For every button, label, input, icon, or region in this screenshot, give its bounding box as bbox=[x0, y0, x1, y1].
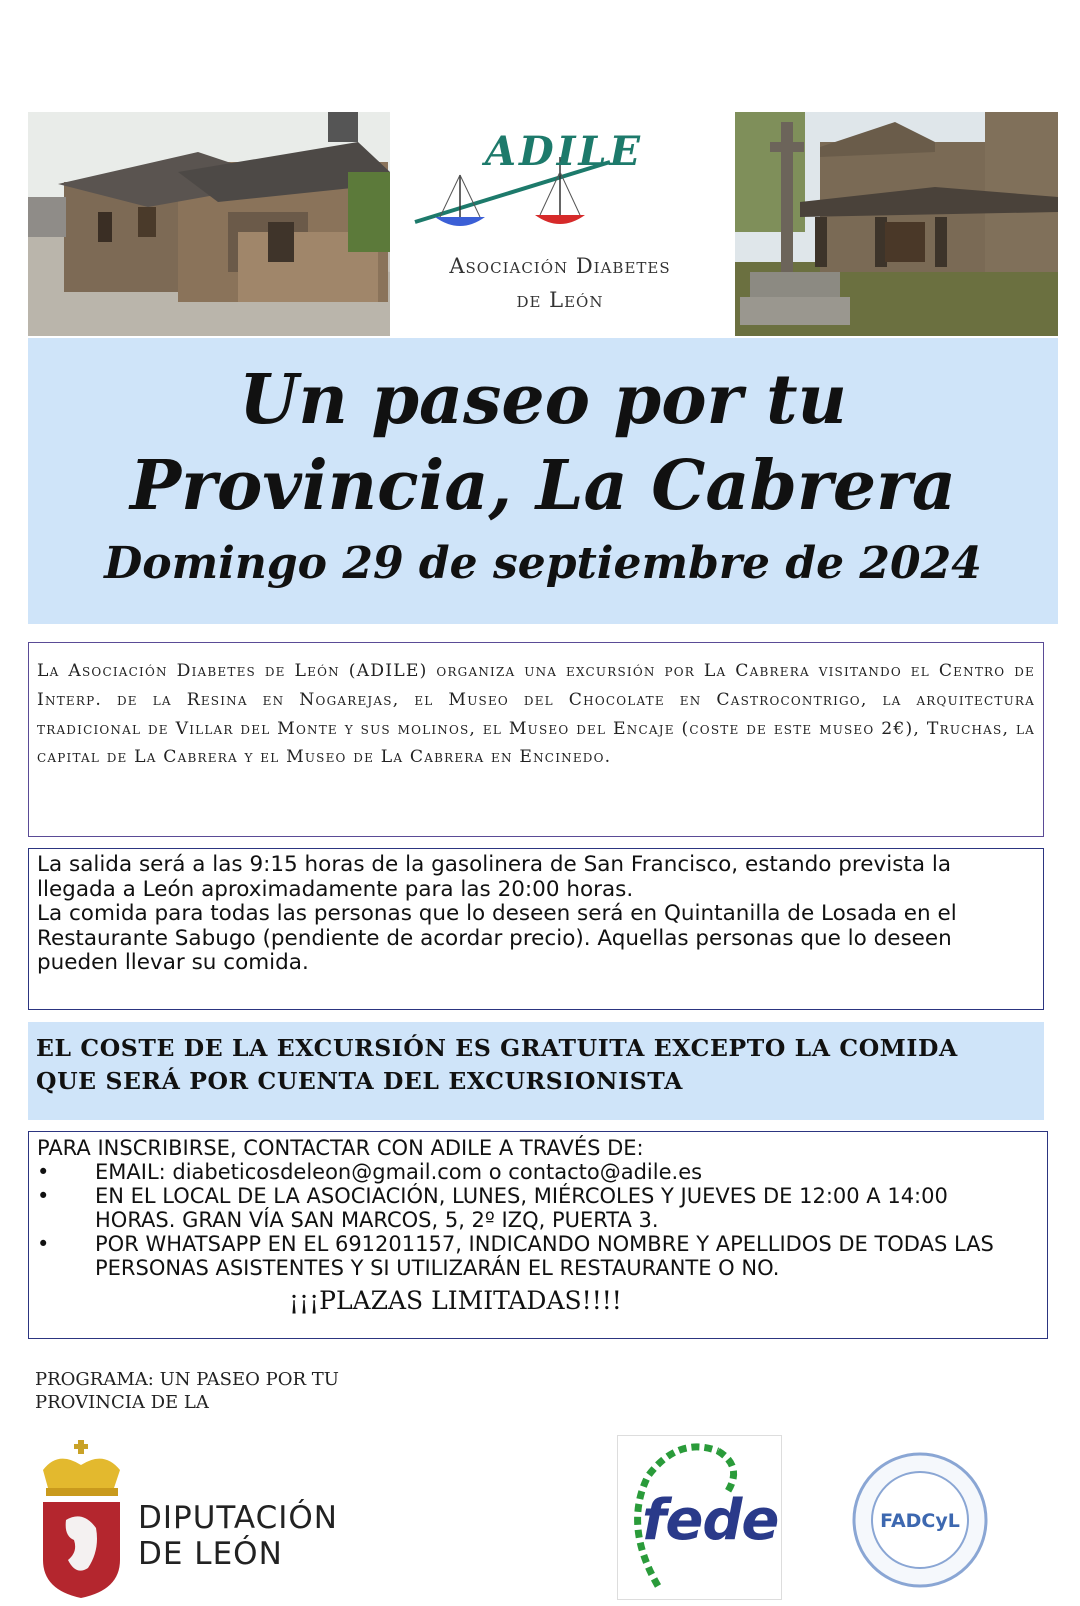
registration-email-item bbox=[37, 1160, 1039, 1184]
adile-logo-name: ADILE bbox=[485, 128, 644, 175]
registration-whatsapp-item bbox=[37, 1232, 1039, 1280]
registration-local-item bbox=[37, 1184, 1039, 1232]
title-line-2: Provincia, La Cabrera bbox=[130, 446, 956, 526]
event-date: Domingo 29 de septiembre de 2024 bbox=[104, 538, 982, 589]
info-line-2: llegada a León aproximadamente para las 20:00 horas. bbox=[37, 876, 634, 902]
church-cross-photo bbox=[735, 112, 1058, 336]
info-line-4: Restaurante Sabugo (pendiente de acordar precio). Aquellas personas que lo deseen bbox=[37, 925, 952, 951]
schedule-info-box bbox=[28, 848, 1044, 1010]
info-line-3: La comida para todas las personas que lo deseen será en Quintanilla de Losada en el bbox=[37, 901, 957, 926]
info-line-1: La salida será a las 9:15 horas de la gasolinera de San Francisco, estando prevista la bbox=[37, 852, 952, 877]
program-line-1: PROGRAMA: UN PASEO POR TU bbox=[35, 1369, 339, 1390]
registration-email-text: EMAIL: diabeticosdeleon@gmail.com o contacto@adile.es bbox=[95, 1160, 703, 1184]
cost-line-1: EL COSTE DE LA EXCURSIÓN ES GRATUITA EXCEPTO LA COMIDA bbox=[36, 1034, 958, 1062]
diputacion-leon-logo bbox=[38, 1440, 368, 1600]
adile-logo bbox=[395, 112, 725, 336]
registration-whatsapp-line-2: PERSONAS ASISTENTES Y SI UTILIZARÁN EL RESTAURANTE O NO. bbox=[95, 1256, 780, 1280]
fadcyl-logo-text: FADCyL bbox=[880, 1510, 960, 1532]
adile-logo-subtitle-1: Asociación Diabetes bbox=[449, 254, 671, 278]
description-box bbox=[28, 642, 1044, 837]
registration-box bbox=[28, 1131, 1048, 1339]
cost-line-2: QUE SERÁ POR CUENTA DEL EXCURSIONISTA bbox=[36, 1067, 683, 1095]
bullet-icon: • bbox=[37, 1232, 50, 1256]
registration-local-line-2: HORAS. GRAN VÍA SAN MARCOS, 5, 2º IZQ, PUERTA 3. bbox=[95, 1208, 659, 1232]
diputacion-name-line-1: DIPUTACIÓN bbox=[138, 1500, 338, 1536]
fede-logo-text: fede bbox=[642, 1488, 779, 1553]
program-note bbox=[35, 1368, 339, 1414]
church-cross-image bbox=[735, 112, 1058, 336]
program-line-2: PROVINCIA DE LA bbox=[35, 1392, 209, 1413]
adile-logo-subtitle-2: de León bbox=[516, 288, 604, 312]
registration-heading: PARA INSCRIBIRSE, CONTACTAR CON ADILE A TRAVÉS DE: bbox=[37, 1136, 644, 1160]
village-houses-photo bbox=[28, 112, 390, 336]
title-banner bbox=[28, 338, 1058, 624]
registration-whatsapp-line-1: POR WHATSAPP EN EL 691201157, INDICANDO NOMBRE Y APELLIDOS DE TODAS LAS bbox=[95, 1232, 994, 1256]
cost-banner bbox=[28, 1022, 1044, 1120]
fadcyl-logo bbox=[840, 1442, 1000, 1597]
bullet-icon: • bbox=[37, 1160, 50, 1184]
registration-local-line-1: EN EL LOCAL DE LA ASOCIACIÓN, LUNES, MIÉRCOLES Y JUEVES DE 12:00 A 14:00 bbox=[95, 1184, 948, 1208]
coat-of-arms-icon bbox=[38, 1440, 128, 1600]
diputacion-name-line-2: DE LEÓN bbox=[138, 1536, 283, 1572]
bullet-icon: • bbox=[37, 1184, 50, 1208]
title-line-1: Un paseo por tu bbox=[239, 360, 847, 440]
info-line-5: pueden llevar su comida. bbox=[37, 950, 309, 975]
description-text: La Asociación Diabetes de León (ADILE) organiza una excursión por La Cabrera visitando el Centro de Interp. de la Resina en Nogarejas, el Museo del Chocolate en Castrocontrigo, la arquitectura tradicional de Villar del Monte y sus molinos, el Museo del Encaje (coste de este museo 2€), Truchas, la capital de La Cabrera y el Museo de La Cabrera en Encinedo. bbox=[37, 661, 1035, 768]
village-houses-image bbox=[28, 112, 390, 336]
fede-logo bbox=[617, 1435, 782, 1600]
limited-places-notice: ¡¡¡PLAZAS LIMITADAS!!!! bbox=[289, 1286, 622, 1315]
